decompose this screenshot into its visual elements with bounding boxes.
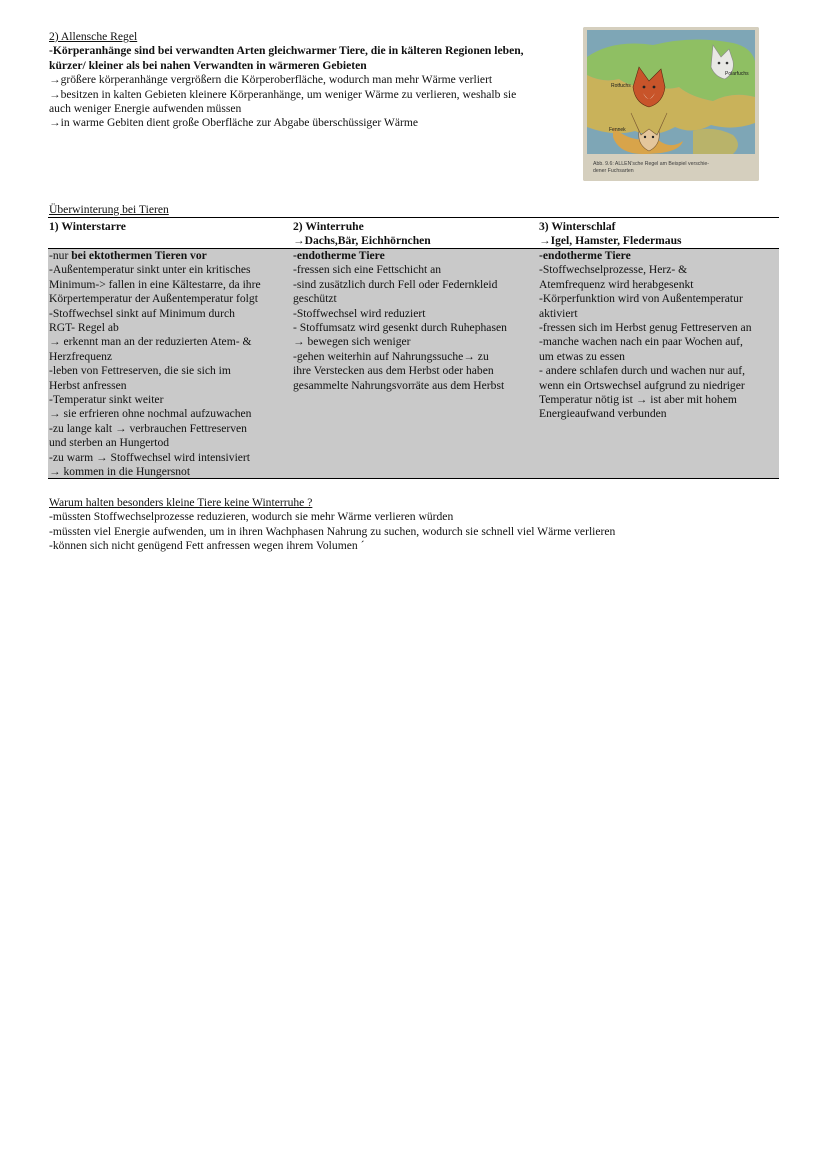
column-title: 3) Winterschlaf (539, 220, 616, 233)
table-cell-line: → bewegen sich weniger (293, 335, 411, 349)
table-top-rule (48, 217, 779, 218)
table-cell-line: -manche wachen nach ein paar Wochen auf, (539, 335, 743, 349)
table-cell-line: -Temperatur sinkt weiter (49, 393, 164, 407)
table-cell-line: -sind zusätzlich durch Fell oder Federnkleid (293, 277, 498, 291)
question-answer-line: -müssten viel Energie aufwenden, um in ihren Wachphasen Nahrung zu suchen, wodurch sie schnell viel Wärme verlieren (49, 524, 616, 538)
label-rotfuchs: Rotfuchs (611, 83, 631, 89)
column-title: 2) Winterruhe (293, 220, 364, 233)
figure-caption-line: Abb. 9.6: ALLEN'sche Regel am Beispiel verschie- (593, 161, 710, 167)
table-cell-line: Körpertemperatur der Außentemperatur folgt (49, 292, 258, 306)
question-answer-line: -müssten Stoffwechselprozesse reduzieren, wodurch sie mehr Wärme verlieren würden (49, 510, 454, 524)
table-cell-line: -zu warm → Stoffwechsel wird intensiviert (49, 450, 251, 464)
column-lead: -endotherme Tiere (539, 249, 631, 262)
column-lead: -nur bei ektothermen Tieren vor (49, 249, 207, 262)
table-cell-line: ihre Verstecken aus dem Herbst oder haben (293, 364, 494, 378)
table-cell-line: → sie erfrieren ohne nochmal aufzuwachen (49, 407, 252, 421)
column-subtitle: →Dachs,Bär, Eichhörnchen (293, 234, 431, 248)
table-cell-line: Energieaufwand verbunden (539, 407, 667, 421)
table-cell-line: Minimum-> fallen in eine Kältestarre, da ihre (49, 277, 261, 291)
question-section (49, 496, 615, 554)
table-cell-line: - andere schlafen durch und wachen nur auf, (539, 364, 746, 378)
fox-map-figure (583, 27, 759, 181)
table-cell-line: -fressen sich eine Fettschicht an (293, 263, 442, 277)
column-header-winterruhe (293, 220, 431, 249)
question-answer-line: -können sich nicht genügend Fett anfressen wegen ihrem Volumen ´ (49, 539, 365, 553)
table-cell-line: gesammelte Nahrungsvorräte aus dem Herbst (293, 378, 505, 392)
table-cell-line: -Außentemperatur sinkt unter ein kritisches (49, 263, 251, 277)
table-cell-line: -Stoffwechsel wird reduziert (293, 306, 426, 320)
allen-section (49, 30, 569, 131)
question-title: Warum halten besonders kleine Tiere keine Winterruhe ? (49, 496, 313, 509)
allen-lead-line: kürzer/ kleiner als bei nahen Verwandten in wärmeren Gebieten (49, 58, 367, 72)
table-cell-line: → kommen in die Hungersnot (49, 465, 191, 479)
label-fennek: Fennek (609, 127, 626, 133)
column-title: 1) Winterstarre (49, 220, 126, 233)
table-cell-line: Herzfrequenz (49, 349, 113, 363)
table-cell-line: -fressen sich im Herbst genug Fettreserven an (539, 321, 752, 335)
table-cell-line: Temperatur nötig ist → ist aber mit hohem (539, 393, 737, 407)
table-cell-line: -leben von Fettreserven, die sie sich im (49, 364, 231, 378)
table-cell-line: Herbst anfressen (49, 378, 127, 392)
allen-text-line: →größere körperanhänge vergrößern die Körperoberfläche, wodurch man mehr Wärme verliert (49, 73, 493, 87)
column-header-winterschlaf (539, 220, 682, 249)
table-cell-line: -Stoffwechsel sinkt auf Minimum durch (49, 306, 235, 320)
table-cell-line: - Stoffumsatz wird gesenkt durch Ruhephasen (293, 321, 507, 335)
table-cell-line: aktiviert (539, 306, 578, 320)
table-cell-line: → erkennt man an der reduzierten Atem- & (49, 335, 252, 349)
column-body-winterruhe (293, 249, 507, 393)
column-lead: -endotherme Tiere (293, 249, 385, 262)
column-subtitle: →Igel, Hamster, Fledermaus (539, 234, 682, 248)
allen-text-line: →in warme Gebiten dient große Oberfläche zur Abgabe überschüssiger Wärme (49, 116, 419, 130)
allen-text-line: →besitzen in kalten Gebieten kleinere Körperanhänge, um weniger Wärme zu verlieren, weshalb sie (49, 87, 517, 101)
figure-caption-line: dener Fuchsarten (593, 168, 634, 174)
column-header-winterstarre (49, 220, 126, 234)
fox-map-illustration (583, 27, 759, 181)
label-polarfuchs: Polarfuchs (725, 71, 749, 77)
allen-title: 2) Allensche Regel (49, 30, 138, 43)
table-cell-line: wenn ein Ortswechsel aufgrund zu niedriger (539, 378, 745, 392)
table-cell-line: Atemfrequenz wird herabgesenkt (539, 277, 694, 291)
allen-text-line: auch weniger Energie aufwenden müssen (49, 102, 242, 116)
table-title: Überwinterung bei Tieren (49, 203, 169, 216)
table-cell-line: -gehen weiterhin auf Nahrungssuche→ zu (293, 349, 489, 363)
column-body-winterstarre (49, 249, 261, 480)
table-cell-line: und sterben an Hungertod (49, 436, 170, 450)
column-body-winterschlaf (539, 249, 752, 422)
table-cell-line: -Stoffwechselprozesse, Herz- & (539, 263, 688, 277)
allen-lead-line: -Körperanhänge sind bei verwandten Arten gleichwarmer Tiere, die in kälteren Regionen leben, (49, 44, 524, 58)
table-cell-line: RGT- Regel ab (49, 321, 119, 335)
table-cell-line: geschützt (293, 292, 337, 306)
table-cell-line: -zu lange kalt → verbrauchen Fettreserven (49, 421, 247, 435)
table-cell-line: -Körperfunktion wird von Außentemperatur (539, 292, 743, 306)
table-cell-line: um etwas zu essen (539, 349, 625, 363)
